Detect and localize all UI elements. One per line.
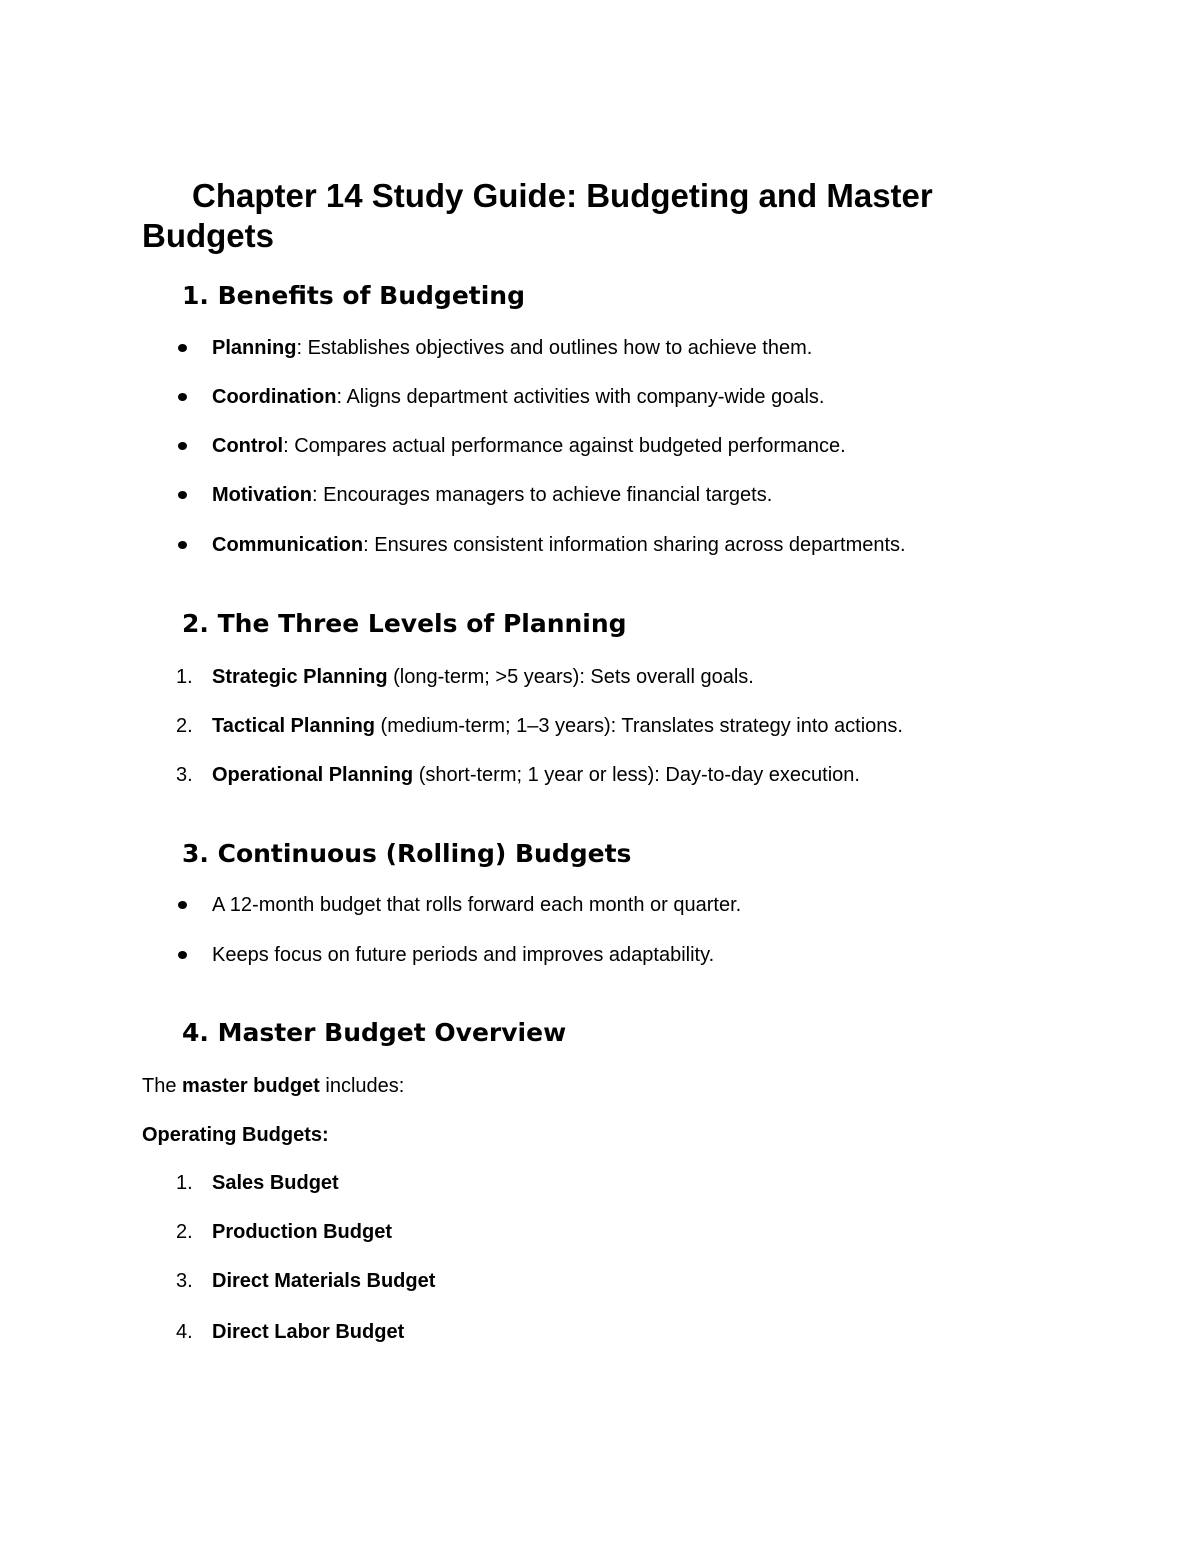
bullet-icon (178, 491, 187, 499)
list-number: 3. (176, 1270, 193, 1292)
intro-paragraph: The master budget includes: (142, 1075, 405, 1097)
list-number: 2. (176, 715, 193, 737)
item-term: Planning (212, 337, 297, 359)
bullet-icon (178, 442, 187, 450)
item-term: Sales Budget (212, 1172, 339, 1194)
item-text: : Establishes objectives and outlines how to achieve them. (296, 337, 813, 359)
list-item (0, 761, 1100, 789)
list-number: 1. (176, 666, 193, 688)
list-item (0, 891, 1100, 919)
item-term: Motivation (212, 484, 312, 506)
list-item (0, 712, 1100, 740)
item-term: Direct Labor Budget (212, 1321, 405, 1343)
item-term: Coordination (212, 386, 337, 408)
item-term: Control (212, 435, 284, 457)
item-text: (long-term; >5 years): Sets overall goals. (387, 666, 754, 688)
list-item (0, 334, 1100, 362)
item-text: (short-term; 1 year or less): Day-to-day execution. (413, 764, 860, 786)
bullet-icon (178, 344, 187, 352)
list-item (0, 531, 1100, 559)
list-number: 4. (176, 1321, 193, 1343)
intro-term: master budget (182, 1075, 320, 1097)
item-term: Operational Planning (212, 764, 414, 786)
list-item (0, 1267, 1100, 1295)
page-title: Chapter 14 Study Guide: Budgeting and Master Budgets (142, 177, 933, 254)
item-term: Communication (212, 534, 364, 556)
item-text: : Ensures consistent information sharing across departments. (363, 534, 906, 556)
list-item (0, 941, 1100, 969)
bullet-icon (178, 541, 187, 549)
item-text: Keeps focus on future periods and improves adaptability. (212, 944, 715, 966)
bullet-icon (178, 393, 187, 401)
list-item (0, 1218, 1100, 1246)
subheading-operating-budgets: Operating Budgets: (142, 1124, 329, 1146)
list-item (0, 432, 1100, 460)
list-item (0, 1318, 1100, 1346)
list-item (0, 663, 1100, 691)
section-heading-levels: 2. The Three Levels of Planning (182, 609, 627, 638)
item-text: (medium-term; 1–3 years): Translates strategy into actions. (375, 715, 903, 737)
item-term: Direct Materials Budget (212, 1270, 436, 1292)
list-number: 2. (176, 1221, 193, 1243)
item-text: A 12-month budget that rolls forward each month or quarter. (212, 894, 742, 916)
item-text: : Compares actual performance against budgeted performance. (283, 435, 846, 457)
list-item (0, 1169, 1100, 1197)
section-heading-rolling: 3. Continuous (Rolling) Budgets (182, 839, 632, 868)
item-text: : Encourages managers to achieve financial targets. (312, 484, 773, 506)
item-term: Strategic Planning (212, 666, 388, 688)
section-heading-benefits: 1. Benefits of Budgeting (182, 281, 525, 310)
list-number: 1. (176, 1172, 193, 1194)
list-item (0, 383, 1100, 411)
list-item (0, 481, 1100, 509)
section-heading-master: 4. Master Budget Overview (182, 1018, 567, 1047)
bullet-icon (178, 901, 187, 909)
bullet-icon (178, 951, 187, 959)
list-number: 3. (176, 764, 193, 786)
item-term: Production Budget (212, 1221, 392, 1243)
item-term: Tactical Planning (212, 715, 375, 737)
item-text: : Aligns department activities with company-wide goals. (336, 386, 825, 408)
